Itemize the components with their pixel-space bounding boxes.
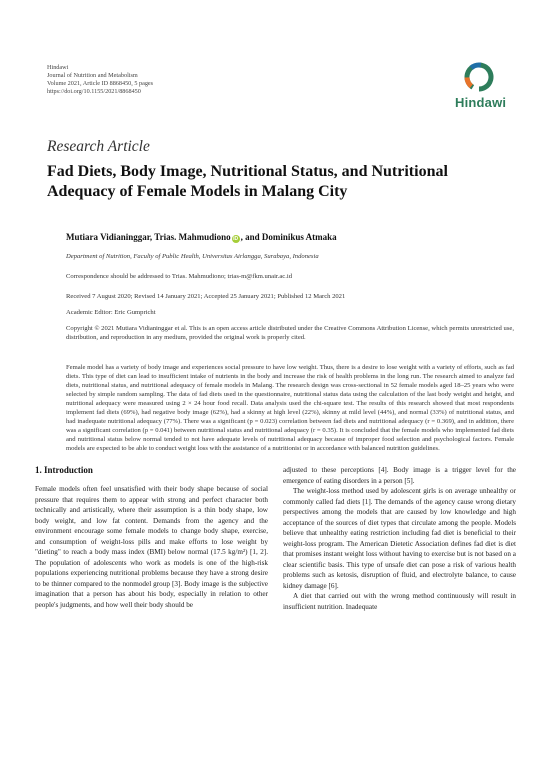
- abstract: Female model has a variety of body image and experiences social pressure to have low weight. Thus, there is a desire to lose weight with a variety of efforts, such as fad diets. This type of diet can lead to insufficient intake of nutrients in the body and increase the risk of health problems in the long run. The research aimed to analyze fad diets, nutritional status, and nutritional adequacy of female models in Malang. The research design was cross-sectional in 52 female models aged 18–25 years who were selected by simple random sampling. The data of fad diets used in the questionnaire, nutritional status data using the calculation of the last body weight and height, and nutritional adequacy were measured using 2 × 24 hour food recall. Data analysis used the chi-square test. The results of this research showed that most respondents implement fad diets (69%), had negative body image (62%), had a skinny at high level (22%), skinny at mild level (44%), and normal (33%) of nutritional status, and had inadequate nutritional adequacy (77%). There was a significant (p = 0.023) correlation between fad diets and nutritional adequacy (r = 0.369), and in addition, there was a significant correlation (p = 0.041) between nutritional status and nutritional adequacy (r = 0.35). It is concluded that the female models who implemented fad diets and nutritional status below normal tended to not have adequate levels of nutritional adequacy because of improper food selection and psychological factors. Female models are expected to be able to conduct weight loss with the assistance of a nutritionist or in accordance with balanced nutrition guidelines.: [66, 364, 514, 452]
- section-heading: 1. Introduction: [35, 465, 93, 475]
- body-paragraph: adjusted to these perceptions [4]. Body image is a trigger level for the emergence of eating disorders in a person [5].: [283, 466, 516, 485]
- affiliation: Department of Nutrition, Faculty of Public Health, Universitas Airlangga, Surabaya, Indonesia: [66, 253, 319, 260]
- orcid-icon[interactable]: iD: [233, 236, 239, 242]
- body-column-left: [35, 484, 268, 610]
- authors-secondary: , and Dominikus Atmaka: [240, 232, 337, 242]
- article-title: Fad Diets, Body Image, Nutritional Status, and Nutritional Adequacy of Female Models in Malang City: [47, 163, 448, 200]
- volume-info: Volume 2021, Article ID 8868450, 5 pages: [47, 80, 154, 87]
- article-type: Research Article: [47, 138, 150, 155]
- authors-primary: Mutiara Vidianinggar, Trias. Mahmudiono: [66, 232, 231, 242]
- academic-editor: Academic Editor: Eric Gumpricht: [66, 309, 156, 316]
- body-column-right: [283, 465, 516, 612]
- correspondence: Correspondence should be addressed to Trias. Mahmudiono; trias-m@fkm.unair.ac.id: [66, 273, 293, 280]
- hindawi-logo-text: Hindawi: [455, 95, 507, 110]
- journal-name: Journal of Nutrition and Metabolism: [47, 72, 138, 79]
- doi-link[interactable]: https://doi.org/10.1155/2021/8868450: [47, 88, 141, 95]
- body-paragraph: Female models often feel unsatisfied with their body shape because of social pressure that requires them to appear with strong and perfect character both technically and artistically, where their assumption is a thin body shape, low body weight, and low fat content. Demands from the agency and the environment encourage some female models to change body shape, exercise, and consumption of weight-loss pills and make efforts to lose weight by "dieting" to reach a body mass index (BMI) below normal (17.5 kg/m²) [1, 2]. The population of adolescents who work as models is one of the high-risk populations experiencing nutritional problems because they have a strong desire to be thinner compared to the nonmodel group [3]. Body image is the subjective imagination that a person has about his body, especially in relation to other people's judgments, and how well their body should be: [35, 485, 268, 609]
- author-list: [66, 232, 337, 243]
- body-paragraph: The weight-loss method used by adolescent girls is on average unhealthy or commonly called fad diets [1]. The demands of the agency cause wrong dietary perspectives among the models that are caused by low knowledge and high acceptance of the sources of diet types that circulate among the people. Models believe that unhealthy eating restriction including fad diet is beneficial to their weight-loss program. The American Dietetic Association defines fad diet is diet that promises instant weight loss without having to exercise but is not based on a clear scientific basis. This type of unsafe diet can pose a risk of various health problems such as ketosis, disruption of fluid, and electrolyte balance, to cause kidney damage [6].: [283, 487, 516, 590]
- hindawi-logo-icon: [464, 62, 494, 92]
- publisher-name: Hindawi: [47, 64, 69, 71]
- publication-dates: Received 7 August 2020; Revised 14 January 2021; Accepted 25 January 2021; Published 12 March 2021: [66, 293, 346, 300]
- body-paragraph: A diet that carried out with the wrong method continuously will result in insufficient nutrition. Inadequate: [283, 592, 516, 611]
- copyright-notice: Copyright © 2021 Mutiara Vidianinggar et al. This is an open access article distributed under the Creative Commons Attribution License, which permits unrestricted use, distribution, and reproduction in any medium, provided the original work is properly cited.: [66, 325, 514, 341]
- journal-header: [47, 64, 153, 96]
